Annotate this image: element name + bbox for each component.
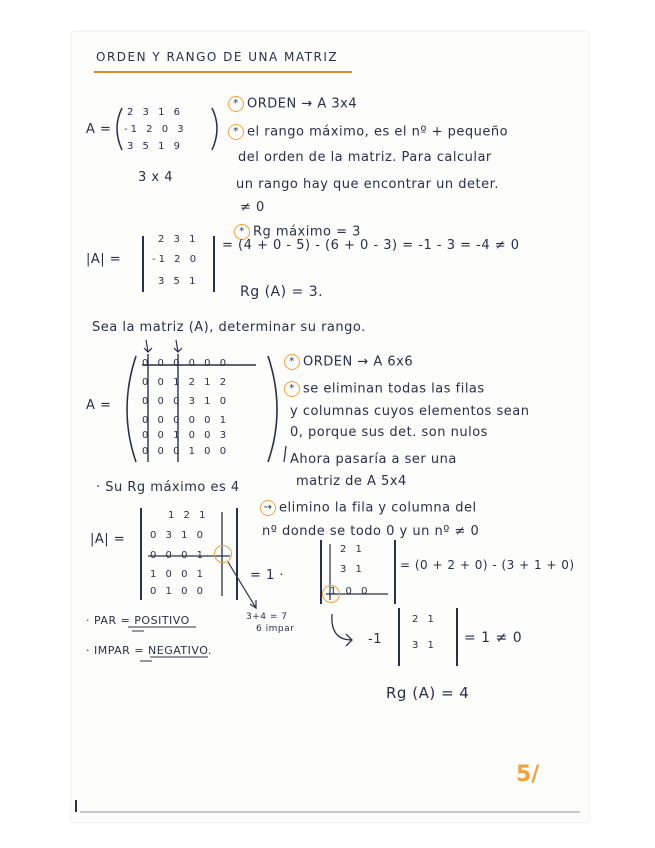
note-elim-line-1-text: se eliminan todas las filas [303, 381, 485, 397]
matrix-b-row-2: 0 0 1 2 1 2 [142, 377, 230, 388]
note-elim-line-2: y columnas cuyos elementos sean [290, 404, 530, 419]
matrix-a-row-1: 2 3 1 6 [127, 107, 183, 118]
det-a-row-2: -1 2 0 [152, 254, 200, 265]
pivot-circle [214, 545, 232, 563]
star-bullet-icon: * [284, 354, 300, 370]
matrix-b-row-3: 0 0 0 3 1 0 [142, 396, 230, 407]
star-bullet-icon: * [284, 381, 300, 397]
det-a-row-1: 2 3 1 [158, 234, 199, 245]
page-number: 5/ [516, 762, 540, 787]
note-rg-max-text: Rg máximo = 3 [253, 224, 361, 240]
star-bullet-icon: * [228, 124, 244, 140]
matrix-a-label: A = [86, 122, 112, 137]
note-rank-line-4: ≠ 0 [240, 200, 265, 215]
sign-calc-line-2: 6 impar [256, 624, 295, 634]
minor-row-1: 2 1 [340, 544, 365, 555]
impar-rule: · IMPAR = NEGATIVO. [86, 644, 212, 657]
note-elim-b-line-2: nº donde se todo 0 y un nº ≠ 0 [262, 524, 480, 539]
minor-row-2: 3 1 [340, 564, 365, 575]
minor-row-3: 1 0 0 [330, 586, 371, 597]
note-rank-line-3: un rango hay que encontrar un deter. [236, 177, 499, 192]
det-b-row-1: 1 2 1 [168, 510, 209, 521]
minor-calc: = (0 + 2 + 0) - (3 + 1 + 0) [400, 558, 575, 572]
sign-calc-line-1: 3+4 = 7 [246, 612, 288, 622]
note-elim-line-3: 0, porque sus det. son nulos [290, 425, 488, 440]
star-bullet-icon: * [234, 224, 250, 240]
matrix-a-row-3: 3 5 1 9 [127, 141, 183, 152]
note-after-line-1: Ahora pasaría a ser una [290, 452, 457, 467]
det-b-row-3: 0 0 0 1 [150, 550, 206, 561]
final-prefix: -1 [368, 632, 382, 647]
final-calc: = 1 ≠ 0 [464, 630, 523, 646]
note-elim-b-line-1-text: elimino la fila y columna del [279, 500, 477, 516]
final-row-1: 2 1 [412, 614, 437, 625]
det-b-row-2: 0 3 1 0 [150, 530, 206, 541]
matrix-b-row-5: 0 0 1 0 0 3 [142, 430, 230, 441]
section2-intro: Sea la matriz (A), determinar su rango. [92, 320, 366, 335]
det-b-row-5: 0 1 0 0 [150, 586, 206, 597]
matrix-b-label: A = [86, 398, 112, 413]
det-a-row-3: 3 5 1 [158, 276, 199, 287]
page-title: ORDEN Y RANGO DE UNA MATRIZ [96, 50, 339, 64]
det-b-label: |A| = [90, 532, 126, 547]
section2-result: Rg (A) = 4 [386, 684, 470, 702]
matrix-b-row-1: 0 0 0 0 0 0 [142, 358, 230, 369]
matrix-b-row-4: 0 0 0 0 0 1 [142, 415, 230, 426]
det-b-row-4: 1 0 0 1 [150, 569, 206, 580]
note-order-2-text: ORDEN → A 6x6 [303, 354, 414, 370]
final-row-2: 3 1 [412, 640, 437, 651]
matrix-a-row-2: -1 2 0 3 [124, 124, 187, 135]
note-after-line-2: matriz de A 5x4 [296, 474, 407, 489]
star-bullet-icon: * [228, 96, 244, 112]
section1-result: Rg (A) = 3. [240, 284, 324, 300]
arrow-bullet-icon: → [260, 500, 276, 516]
det-a-label: |A| = [86, 252, 122, 267]
matrix-b-row-6: 0 0 0 1 0 0 [142, 446, 230, 457]
matrix-a-dims: 3 x 4 [138, 170, 173, 185]
note-order-1-text: ORDEN → A 3x4 [247, 96, 358, 112]
note-rank-line-2: del orden de la matriz. Para calcular [238, 150, 492, 165]
rg-max-note: · Su Rg máximo es 4 [96, 480, 240, 495]
minor-pivot-circle [322, 585, 340, 603]
expansion-factor: = 1 · [250, 568, 285, 583]
det-a-calc: = (4 + 0 - 5) - (6 + 0 - 3) = -1 - 3 = -4 ≠ 0 [222, 238, 520, 253]
par-rule: · PAR = POSITIVO [86, 614, 190, 627]
note-rank-line-1-text: el rango máximo, es el nº + pequeño [247, 124, 509, 140]
